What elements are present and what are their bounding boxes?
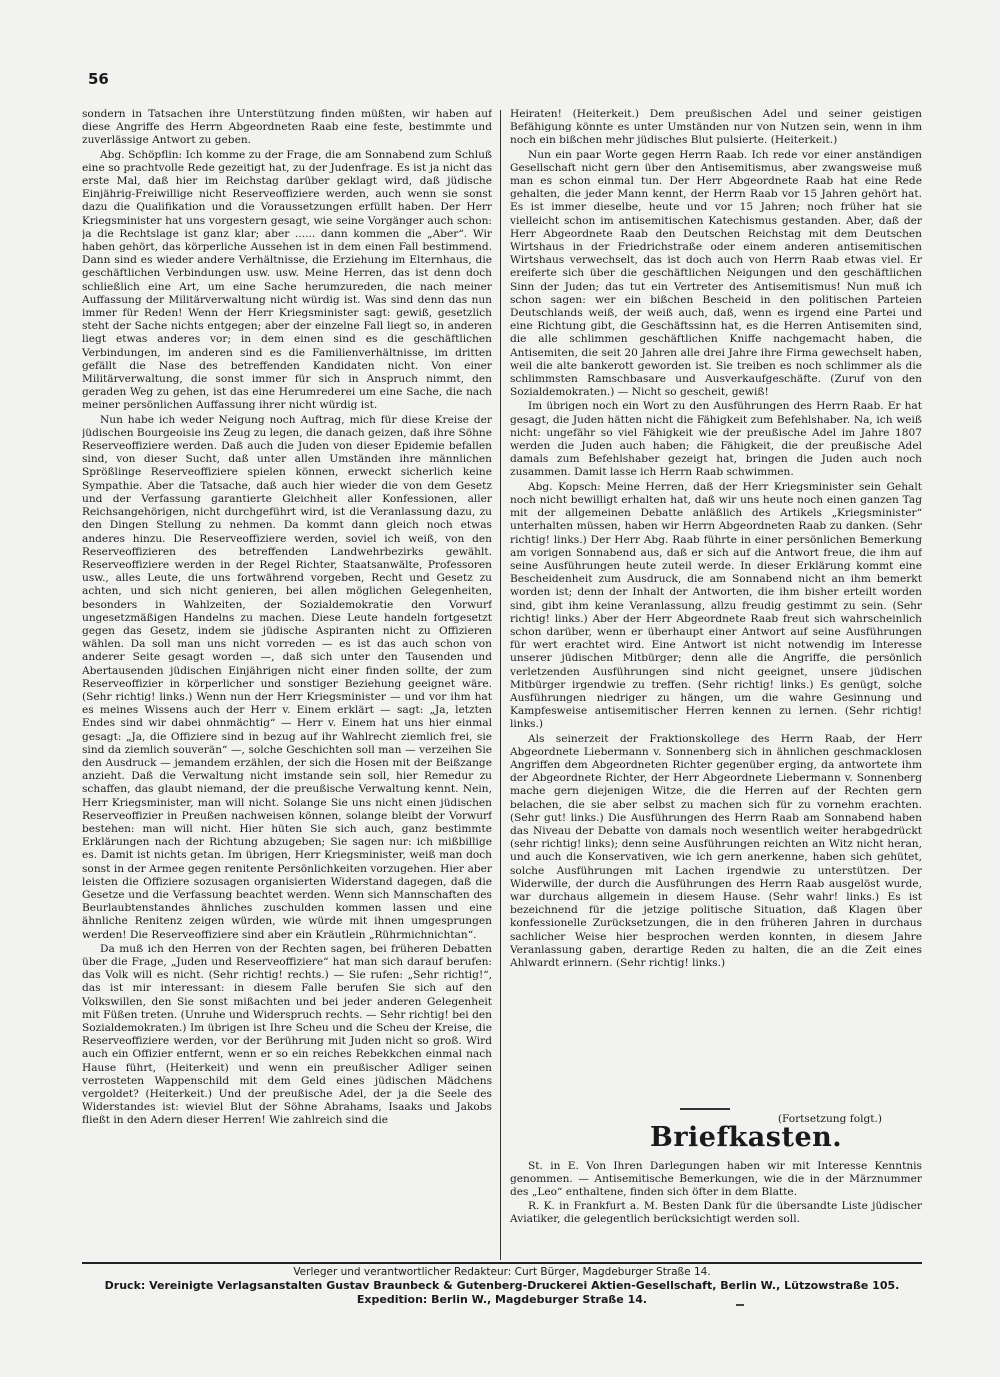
paragraph: Als seinerzeit der Fraktionskollege des Herrn Raab, der Herr Abgeordnete Liebermann v. Sonnenberg sich in ähnlichen geschmacklosen Angriffen dem Abgeordneten Richter gegenüber erging, da antwortete ihm der Abgeordnete Richter, der Herr Abgeordnete Liebermann v. Sonnenberg mache gern diejenigen Witze, die die Herren auf der Rechten gern belachen, die sie aber selbst zu machen sich für zu vornehm erachten. (Sehr gut! links.) Die Ausführungen des Herrn Raab am Sonnabend haben das Niveau der Debatte von damals noch wesentlich weiter herabgedrückt (sehr richtig! links); denn seine Ausführungen reichten an Witz nicht heran, und auch die Konservativen, wie ich gern anerkenne, haben sich gehütet, solche Ausführungen mit Lachen irgendwie zu unterstützen. Der Widerwille, der durch die Ausführungen des Herrn Raab ausgelöst wurde, war durchaus allgemein in diesem Hause. (Sehr wahr! links.) Es ist bezeichnend für die jetzige politische Situation, daß Klagen über konfessionelle Zurücksetzungen, die in den früheren Jahren in durchaus sachlicher Weise hier besprochen werden konnten, in diesem Jahre Veranlassung gaben, derartige Reden zu halten, die an die Zeit eines Ahlwardt erinnern. (Sehr richtig! links.) (510, 732, 922, 969)
continued-note: (Fortsetzung folgt.) (777, 1113, 882, 1125)
imprint-printer: Druck: Vereinigte Verlagsanstalten Gustav Braunbeck & Gutenberg-Druckerei Aktien-Gesellschaft, Berlin W., Lützowstraße 105. (104, 1279, 900, 1292)
briefkasten-title: Briefkasten. (650, 1122, 843, 1153)
imprint-footer (82, 1265, 922, 1307)
imprint-expedition: Expedition: Berlin W., Magdeburger Straße 14. (356, 1293, 648, 1306)
paragraph: sondern in Tatsachen ihre Unterstützung finden müßten, wir haben auf diese Angriffe des Herrn Abgeordneten Raab eine feste, bestimmte und zuverlässige Antwort zu geben. (82, 108, 492, 147)
briefkasten-entry: St. in E. Von Ihren Darlegungen haben wir mit Interesse Kenntnis genommen. — Antisemitische Bemerkungen, wie die in der Märznummer des „Leo“ enthaltene, finden sich öfter in dem Blatte. (510, 1160, 922, 1199)
section-divider (680, 1108, 730, 1110)
right-column-body (510, 108, 922, 1113)
right-column (510, 108, 922, 1126)
paragraph: Heiraten! (Heiterkeit.) Dem preußischen Adel und seiner geistigen Befähigung könnte es unter Umständen nur von Nutzen sein, wenn in ihm noch ein bißchen mehr jüdisches Blut pulsierte. (Heiterkeit.) (510, 108, 922, 147)
briefkasten-entry: R. K. in Frankfurt a. M. Besten Dank für die übersandte Liste jüdischer Aviatiker, die gelegentlich berücksichtigt werden soll. (510, 1199, 922, 1225)
briefkasten-section (510, 1160, 922, 1226)
paragraph: Abg. Schöpflin: Ich komme zu der Frage, die am Sonnabend zum Schluß eine so prachtvolle Rede gezeitigt hat, zu der Judenfrage. Es ist ja nicht das erste Mal, daß hier im Reichstag darüber geklagt wird, daß jüdische Einjährig-Freiwillige nicht Reserveoffiziere werden, auch wenn sie sonst dazu die Qualifikation und die Voraussetzungen erfüllt haben. Der Herr Kriegsminister hat uns vorgestern gesagt, wie seine Vorgänger auch schon: ja die Rechtslage ist ganz klar; aber ...... dann kommen die „Aber“. Wir haben gehört, das körperliche Aussehen ist in dem einen Fall bestimmend. Dann sind es wieder andere Verhältnisse, die Erziehung im Elternhaus, die geschäftlichen Verbindungen usw. usw. Meine Herren, das ist denn doch schließlich eine Art, um eine Sache herumzureden, die nach meiner Auffassung der Militärverwaltung nicht würdig ist. Was sind denn das nun immer für Reden! Wenn der Herr Kriegsminister sagt: gewiß, gesetzlich steht der Sache nichts entgegen; aber der einzelne Fall liegt so, in anderen liegt etwas anderes vor; in dem einen sind es die geschäftlichen Verbindungen, im anderen sind es die Familienverhältnisse, im dritten gefällt die Nase des betreffenden Kandidaten nicht. Von einer Militärverwaltung, die sonst immer für sich in Anspruch nimmt, den geraden Weg zu gehen, ist das eine Herumrederei um eine Sache, die nach meiner persönlichen Auffassung ihrer nicht würdig ist. (82, 148, 492, 412)
page-number: 56 (88, 70, 109, 88)
column-divider (500, 110, 501, 1260)
paragraph: Abg. Kopsch: Meine Herren, daß der Herr Kriegsminister sein Gehalt noch nicht bewilligt erhalten hat, daß wir uns heute noch einen ganzen Tag mit der allgemeinen Debatte anläßlich des Artikels „Kriegsminister“ unterhalten müssen, haben wir Herrn Abgeordneten Raab zu danken. (Sehr richtig! links.) Der Herr Abg. Raab führte in einer persönlichen Bemerkung am vorigen Sonnabend aus, daß er sich auf die Antwort freue, die ihm auf seine Ausführungen heute zuteil werde. In dieser Erklärung kommt eine Bescheidenheit zum Ausdruck, die am Sonnabend nicht an ihm bemerkt worden ist; denn der Inhalt der Antworten, die ihm bisher erteilt worden sind, gibt ihm keine Veranlassung, allzu freudig gestimmt zu sein. (Sehr richtig! links.) Aber der Herr Abgeordnete Raab freut sich wahrscheinlich schon darüber, wenn er überhaupt einer Antwort auf seine Ausführungen für wert erachtet wird. Eine Antwort ist nicht notwendig im Interesse unserer jüdischen Mitbürger; denn alle die Angriffe, die persönlich verletzenden Ausführungen sind nicht geeignet, unsere jüdischen Mitbürger irgendwie zu treffen. (Sehr richtig! links.) Es genügt, solche Ausführungen niedriger zu hängen, um die wahre Gesinnung und Kampfesweise antisemitischer Herren kennen zu lernen. (Sehr richtig! links.) (510, 480, 922, 731)
print-mark (736, 1304, 744, 1306)
footer-divider (82, 1262, 922, 1264)
paragraph: Nun ein paar Worte gegen Herrn Raab. Ich rede vor einer anständigen Gesellschaft nicht gern über den Antisemitismus, aber zwangsweise muß man es schon einmal tun. Der Herr Abgeordnete Raab hat eine Rede gehalten, die jeder Mann kennt, der Herrn Raab vor 15 Jahren gehört hat. Es ist immer dieselbe, heute und vor 15 Jahren; noch früher hat sie vielleicht schon im antisemitischen Katechismus gestanden. Aber, daß der Herr Abgeordnete Raab den Deutschen Reichstag mit dem Deutschen Wirtshaus in der Friedrichstraße oder einem anderen antisemitischen Wirtshaus verwechselt, das ist doch auch von Herrn Raab etwas viel. Er ereiferte sich über die geschäftlichen Neigungen und den geschäftlichen Sinn der Juden; das tut ein Vertreter des Antisemitismus! Nun muß ich schon sagen: wer ein bißchen Bescheid in den politischen Parteien Deutschlands weiß, der weiß auch, daß, wenn es irgend eine Partei und eine Richtung gibt, die Geschäftssinn hat, es die Herren Antisemiten sind, die alle schlimmen geschäftlichen Kniffe nachgemacht haben, die Antisemiten, die seit 20 Jahren alle drei Jahre ihre Firma gewechselt haben, weil die alte bankerott geworden ist. Sie treiben es noch schlimmer als die schlimmsten Ramschbasare und Ausverkaufgeschäfte. (Zuruf von den Sozialdemokraten.) — Nicht so gescheit, gewiß! (510, 148, 922, 399)
imprint-publisher: Verleger und verantwortlicher Redakteur: Curt Bürger, Magdeburger Straße 14. (293, 1266, 711, 1278)
paragraph: Im übrigen noch ein Wort zu den Ausführungen des Herrn Raab. Er hat gesagt, die Juden hätten nicht die Fähigkeit zum Befehlshaber. Na, ich weiß nicht: ungefähr so viel Fähigkeit wie der preußische Adel im Jahre 1807 werden die Juden auch haben; die Fähigkeit, die der preußische Adel damals zum Befehlshaber gezeigt hat, bringen die Juden auch noch zusammen. Damit lasse ich Herrn Raab schwimmen. (510, 400, 922, 479)
left-column (82, 108, 492, 1260)
paragraph: Da muß ich den Herren von der Rechten sagen, bei früheren Debatten über die Frage, „Juden und Reserveoffiziere“ hat man sich darauf berufen: das Volk will es nicht. (Sehr richtig! rechts.) — Sie rufen: „Sehr richtig!“, das ist mir interessant: in diesem Falle berufen Sie sich auf den Volkswillen, den Sie sonst mißachten und bei jeder anderen Gelegenheit mit Füßen treten. (Unruhe und Widerspruch rechts. — Sehr richtig! bei den Sozialdemokraten.) Im übrigen ist Ihre Scheu und die Scheu der Kreise, die Reserveoffiziere werden, vor der Berührung mit Juden nicht so groß. Wird auch ein Offizier entfernt, wenn er so ein reiches Rebekkchen einmal nach Hause führt, (Heiterkeit) und wenn ein preußischer Adliger seinen verrosteten Wappenschild mit dem Geld eines jüdischen Mädchens vergoldet? (Heiterkeit.) Und der preußische Adel, der ja die Seele des Widerstandes ist: wieviel Blut der Söhne Abrahams, Isaaks und Jakobs fließt in den Adern dieser Herren! Wie zahlreich sind die (82, 942, 492, 1127)
paragraph: Nun habe ich weder Neigung noch Auftrag, mich für diese Kreise der jüdischen Bourgeoisie ins Zeug zu legen, die danach geizen, daß ihre Söhne Reserveoffiziere werden. Daß auch die Juden von dieser Epidemie befallen sind, von dieser Sucht, daß unter allen Umständen ihre männlichen Sprößlinge Reserveoffiziere spielen können, erweckt sicherlich keine Sympathie. Aber die Tatsache, daß auch hier wieder die von dem Gesetz und der Verfassung garantierte Gleichheit aller Konfessionen, aller Reichsangehörigen, nicht durchgeführt wird, ist die Veranlassung dazu, zu den Dingen Stellung zu nehmen. Da kommt dann gleich noch etwas anderes hinzu. Die Reserveoffiziere werden, soviel ich weiß, von den Reserveoffizieren des betreffenden Landwehrbezirks gewählt. Reserveoffiziere werden in der Regel Richter, Staatsanwälte, Professoren usw., alles Leute, die uns fortwährend vorgeben, Recht und Gesetz zu achten, und sich nicht genieren, bei allen möglichen Gelegenheiten, besonders in Wahlzeiten, der Sozialdemokratie den Vorwurf ungesetzmäßigen Handelns zu machen. Diese Leute handeln fortgesetzt gegen das Gesetz, indem sie jüdische Aspiranten nicht zu Offizieren wählen. Da soll man uns nicht vorreden — es ist das auch schon von anderer Seite gesagt worden —, daß sich unter den Tausenden und Abertausenden jüdischen Einjährigen nicht einer finden sollte, der zum Reserveoffizier in körperlicher und sonstiger Beziehung geeignet wäre. (Sehr richtig! links.) Wenn nun der Herr Kriegsminister — und vor ihm hat es meines Wissens auch der Herr v. Einem erklärt — sagt: „Ja, letzten Endes sind wir dabei ohnmächtig“ — Herr v. Einem hat uns hier einmal gesagt: „Ja, die Offiziere sind in bezug auf ihr Wahlrecht ziemlich frei, sie sind da ziemlich souverän“ —, solche Geschichten soll man — verzeihen Sie den Ausdruck — jemandem erzählen, der sich die Hosen mit der Beißzange anzieht. Daß die Verwaltung nicht imstande sein soll, hier Remedur zu schaffen, das glaubt niemand, der die preußische Verwaltung kennt. Nein, Herr Kriegsminister, man will nicht. Solange Sie uns nicht einen jüdischen Reserveoffizier in Preußen nachweisen können, solange bleibt der Vorwurf bestehen: man will nicht. Hier hüten Sie sich auch, ganz bestimmte Erklärungen nach der Richtung abzugeben; Sie sagen nur: ich mißbillige es. Damit ist nichts getan. Im übrigen, Herr Kriegsminister, weiß man doch sonst in der Armee gegen renitente Persönlichkeiten vorzugehen. Hier aber leisten die Offiziere sozusagen organisierten Widerstand dagegen, daß die Gesetze und die Verfassung beachtet werden. Wenn sich Mannschaften des Beurlaubtenstandes ähnliches zuschulden kommen lassen und eine ähnliche Renitenz zeigen würden, wie würde mit ihnen umgesprungen werden! Die Reserveoffiziere sind aber ein Kräutlein „Rührmichnichtan“. (82, 413, 492, 941)
